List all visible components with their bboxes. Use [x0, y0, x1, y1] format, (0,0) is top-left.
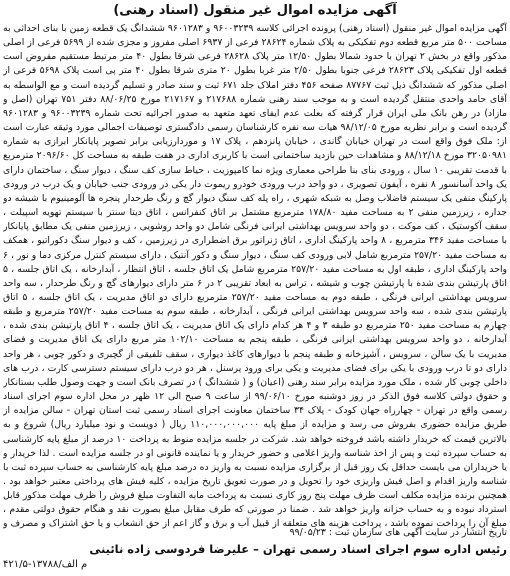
notice-footer — [3, 526, 507, 572]
notice-title: آگهی مزایده اموال غیر منقول (اسناد رهنی) — [113, 3, 397, 18]
reference-code: م الف/۱۳۷۸۸-۴۲۱/۵ — [3, 559, 88, 570]
signature-line: رئیس اداره سوم اجرای اسناد رسمی تهران – علیرضا فردوسی زاده نائینی — [89, 542, 507, 556]
notice-body: آگهی مزایده اموال غیر منقول (اسناد رهنی) پرونده اجرائی کلاسه ۹۶۰۰۳۲۳۹ و ۹۶۰۱۲۸۳ ششدانگ یک قطعه زمین با بنای احداثی به مساحت ۵۰۰ متر مربع قطعه دوم تفکیکی به پلاک شماره ۲۸۶۲۴ فرعی از ۶۹۳۷ اصلی مفروز و مجزی شده از ۵۶۹۹ فرعی از اصلی مذکور واقع در بخش ۲ تهران با حدود شمالا بطول ۱۲/۵۰ متر پلاک ۲۸۶۲۸ فرعی شرقا بطول ۴۰ متر مرتبط مستقیم مفروض است قطعه اول تفکیکی پلاک ۲۸۶۲۳ فرعی جنوبا بطول ۲/۵۰ متر غربا بطول ۲۰ متری شرقا بطول ۴۰ متر پی است پلاک ۵۶۹۸ فرعی از اصلی مذکور که ششدانگ ذیل ثبت ۸۷۷۶۷ صفحه ۴۵۶ دفتر املاک جلد ۶۷۱ ثبت و سند صادر و تسلیم گردیده است و مع الواسطه به آقای حامد واحدی منتقل گردیده است و به موجب سند رهنی شماره ۲۱۷۶۸۸ و ۲۱۷۱۶۷ مورخ ۸۸/۰۶/۲۵ دفتر ۷۵۱ تهران (اصل و مازاد) در رهن بانک ملی ایران قرار گرفته که بعلت عدم ایفای تعهد متعهد به صدور اجرائیه تحت شماره ۹۶۰۰۳۲۳۹ و ۹۶۰۱۲۸۳ گردیده است و برابر نظریه مورخ ۹۸/۱۲/۰۵ هیات سه نفره کارشناسان رسمی دادگستری توصیفات اجمالی مورد وثیقه عبارت است از: ملک فوق واقع است در تهران خیابان گاندی ، خیابان پانزدهم ، پلاک ۱۷ و موردارزیابی برابر تصویر پایانکار ابرازی به شماره ۳۲۰۵۰۹۸۱ مورخ ۸۸/۱۲/۱۸ و مشاهدات حین بازدید ساختمانی است با کاربری اداری در هفت طبقه به مساحت کل ۲۰۹۶/۶۰ مترمربع با قدمت تقریبی ۱۰ سال ، ورودی بنای بنا طراحی معماری ویژه نما کامپوزیت ، حیاط سازی کف سنگ ، دیوار سنگ ، ساختمان دارای یک واحد آسانسور ۸ نفره ، آیفون تصویری ، دو واحد درب ورودی خودرو ریموت دار یکی در ورودی جنب خیابان و یک درب در ورودی پارکینگ منفی یک سیستم فاضلاب وصل به شبکه شهری ، راه پله کف سنگ دیوار گچ و رنگ طرحدار پنجره ها آلومینیوم با شیشه دو جداره ، زیرزمین منفی ۲ به مساحت مفید ۱۷۸/۸۰ مترمربع مشتمل بر اتاق کنفرانس ، اتاق دیتا سنتر با سیستم تهویه اسپیلت ، سقف آکوستیک ، کف موکت ، دو واحد سرویس بهداشتی ایرانی فرنگی شامل دو واحد روشویی ، زیرزمین منفی یک مطابق پایانکار با مساحت مفید ۳۴۶ مترمربع ، ۸ واحد پارکینگ اداری ، اتاق ژنراتور برق اضطراری در زیرزمین ، کف و دیوار سنگ دکوراتیو ، همکف به مساحت مفید ۲۵۷/۲۰ مترمربع شامل لابی ورودی کف سنگ ، دیوار سنگ و دکور آنتیک ، دارای سیستم کنترل مرکزی دما و نور ، ۶ واحد پارکینگ اداری ، طبقه اول به مساحت مفید ۲۵۷/۲۰ مترمربع شامل یک اتاق جلسه ، اتاق انتظار ، آبدارخانه ، یک اتاق جلسه ، ۵ اتاق پارتیشن بندی شده با پارتیشن چوب و شیشه ، تراس به ابعاد تقریبی ۲ در ۶ متر دارای دیوارهای گچ و رنگ طرحدار ، سه واحد سرویس بهداشتی ایرانی فرنگی ، طبقه دوم به مساحت مفید ۲۵۷/۲۰ مترمربع دارای دو اتاق مدیریت ، یک اتاق جلسه ، ۵ اتاق پارتیشن بندی شده ، سه واحد سرویس بهداشتی ایرانی فرنگی ، آبدارخانه ، طبقه سوم به مساحت مفید ۲۵۷/۲۰ مترمربع و طبقه چهارم به مساحت مفید ۲۵۰ مترمربع دو طبقه ۳ و ۴ هر کدام دارای یک اتاق مدیریت ، یک اتاق جلسه ، ۴ اتاق پارتیشن بندی شده ، آبدارخانه ، دو واحد سرویس بهداشتی ایرانی فرنگی ، طبقه پنجم به مساحت ۱۰۲/۱۰ متر مربع دارای یک اتاق مدیریت و فضای مدیریت با یک سالن ، سرویس ، آشپزخانه و طبقه پنجم با دیوارهای کاغذ دیواری ، سقف تلفیقی از گچبری و دکور چوبی ، هر واحد دارای دو تا درب ورودی با یکی برای فضای مدیریت و یکی برای ورود پرسنل ، هر دو درب دارای سیستم دسترسی کارت ، درب های داخلی چوبی کار شده ، ملک مورد مزایده برابر سند رهنی (اعیان) و ( ششدانگ ) در تصرف بانک است و جهت وصول طلب بستانکار و حقوق دولتی کلاسه فوق الذکر در روز دوشنبه مورخ ۹۹/۰۶/۱۰ از ساعت ۹ صبح الی ۱۲ ظهر در محل اداره سوم اجرای اسناد رسمی واقع در تهران - چهارراه جهان کودک - پلاک ۳۴ ساختمان معاونت اجرای اسناد رسمی ثبت استان تهران - سالن مزایده از طریق مزایده حضوری بفروش می رسد و مزایده از مبلغ پایه ۱۱۰,۰۰۰,۰۰۰,۰۰۰ ریال ( دویست و نود میلیارد ریال) شروع و به بالاترین قیمت که خریدار داشته باشد فروخته خواهد شد. شرکت در جلسه مزایده منوط به پرداخت ۱۰ درصد از مبلغ پایه کارشناسی به حساب سپرده ثبت و پس از اخذ شناسه واریز اعلامی و حضور خریدار و یا نماینده قانونی او در جلسه مزایده است . لذا خریدار و یا خریداران می بایست حداقل یک روز قبل از برگزاری مزایده نسبت به واریز ده درصد مبلغ پایه کارشناسی به حساب سپرده ثبت با شناسه واریز اقدام و اصل فیش واریزی خود را تحویل و در صورت تعویق تاریخ مزایده ، کلیه فیش های پرداختی معتبر خواهد بود . همچنین برنده مزایده مکلف است ظرف مهلت پنج روز کاری نسبت به پرداخت مابه التفاوت مبلغ فروش را ظرف مهلت مذکور قابل استرداد نبوده و به حساب خزانه واریز خواهد شد . ضمنا در صورتی که طرف مقابل مبلغ بصورت نقد و هنگام حقوق دولتی مقدم ، مبلغ آن را پرداخت نموده باشد ، پرداخت هزینه های متعلقه از قبیل آب و برق و گاز اعم از حق انشعاب و یا حق اشتراک و مصرف و — [3, 23, 507, 529]
publication-date: تاریخ انتشار در سایت آگهی های سازمان ثبت : ۹۹/۰۵/۲۳ — [289, 527, 507, 538]
